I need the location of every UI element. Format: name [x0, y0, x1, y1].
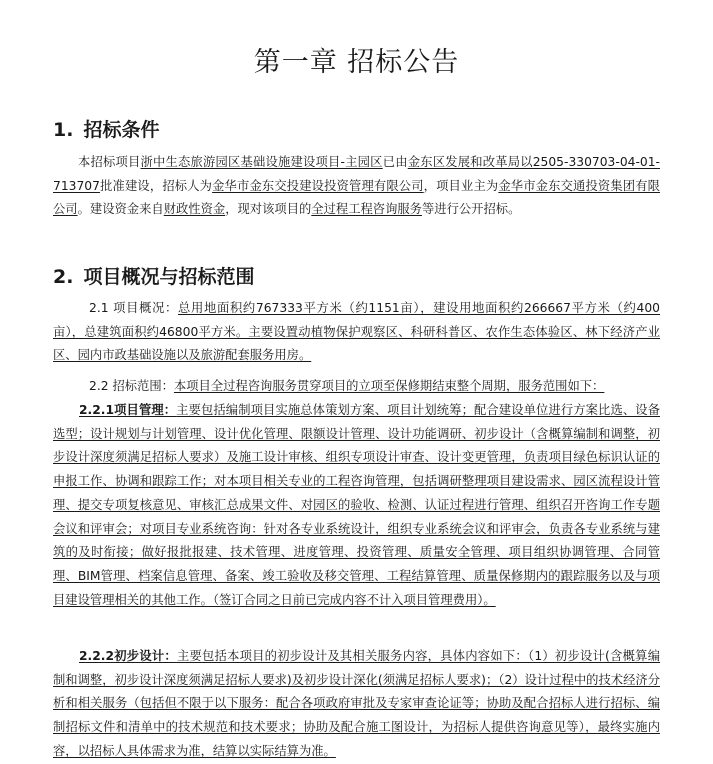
text-run: 本招标项目 — [78, 155, 141, 169]
section-title-text: 招标条件 — [83, 119, 160, 141]
section-number: 1. — [53, 119, 74, 141]
tenderer-name: 金华市金东交投建设投资管理有限公司 — [212, 178, 424, 193]
tender-conditions-paragraph — [53, 151, 660, 222]
project-management-paragraph — [53, 399, 660, 612]
item-222-text: 主要包括本项目的初步设计及其相关服务内容，具体内容如下：（1）初步设计(含概算编制和调整，初步设计深度须满足招标人要求)及初步设计深化(须满足招标人要求)；（2）设计过程中的技术经济分析和相关服务（包括但不限于以下服务：配合各项政府审批及专家审查论证等；协助及配合招标人进行招标、编制招标文件和清单中的技术规范和技术要求；协助及配合施工图设计，为招标人提供咨询意见等），最终实施内容，以招标人具体需求为准，结算以实际结算为准。 — [53, 649, 660, 758]
service-type: 全过程工程咨询服务 — [311, 202, 422, 217]
scope-label: 2.2 招标范围： — [89, 379, 174, 393]
section-title-text: 项目概况与招标范围 — [83, 266, 255, 288]
text-run: ，现对该项目的 — [225, 202, 312, 217]
chapter-title: 第一章 招标公告 — [253, 47, 460, 78]
item-221-label: 2.2.1项目管理： — [79, 403, 177, 417]
item-222-label: 2.2.2初步设计： — [79, 649, 177, 663]
item-221-text: 主要包括编制项目实施总体策划方案、项目计划统筹；配合建设单位进行方案比选、设备选型；设计规划与计划管理、设计优化管理、限额设计管理、设计功能调研、初步设计（含概算编制和调整，初步设计深度须满足招标人要求）及施工设计审核、组织专项设计审查、设计变更管理，负责项目绿色标识认证的申报工作、协调和跟踪工作；对本项目相关专业的工程咨询管理，包括调研整理项目建设需求、园区流程设计管理、提交专项复核意见、审核汇总成果文件、对园区的验收、检测、认证过程进行管理、组织召开咨询工作专题会议和评审会；对项目专业系统咨询：针对各专业系统设计，组织专业系统会议和评审会，负责各专业系统与建筑的及时衔接；做好报批报建、技术管理、进度管理、投资管理、质量安全管理、项目组织协调管理、合同管理、BIM管理、档案信息管理、备案、竣工验收及移交管理、工程结算管理、质量保修期内的跟踪服务以及与项目建设管理相关的其他工作。（签订合同之日前已完成内容不计入项目管理费用）。 — [53, 403, 660, 607]
section-heading-2 — [53, 262, 254, 289]
overview-label: 2.1 项目概况： — [89, 301, 179, 315]
funding-source: 财政性资金 — [163, 202, 226, 217]
section-number: 2. — [53, 266, 74, 288]
overview-text: 总用地面积约767333平方米（约1151亩），建设用地面积约266667平方米（约400亩），总建筑面积约46800平方米。主要设置动植物保护观察区、科研科普区、农作生态体验区、林下经济产业区、园内市政基础设施以及旅游配套服务用房。 — [53, 301, 660, 363]
text-run: 批准建设，招标人为 — [99, 178, 213, 193]
project-name: 浙中生态旅游园区基础设施建设项目-主园区 — [140, 155, 383, 169]
preliminary-design-paragraph — [53, 645, 660, 764]
text-run: 等进行公开招标。 — [421, 202, 521, 217]
approval-authority: 金东区发展和改革局以2505-330703-04-01-713707 — [53, 155, 660, 193]
project-overview-paragraph — [53, 297, 660, 368]
section-heading-1 — [53, 115, 159, 142]
tender-scope-paragraph — [53, 375, 660, 399]
text-run: 已由 — [382, 155, 408, 169]
project-owner: 金华市金东交通投资集团有限公司 — [53, 178, 660, 217]
scope-text: 本项目全过程咨询服务贯穿项目的立项至保修期结束整个周期，服务范围如下： — [173, 379, 605, 393]
text-run: 。建设资金来自 — [77, 202, 164, 217]
text-run: ，项目业主为 — [423, 178, 499, 193]
